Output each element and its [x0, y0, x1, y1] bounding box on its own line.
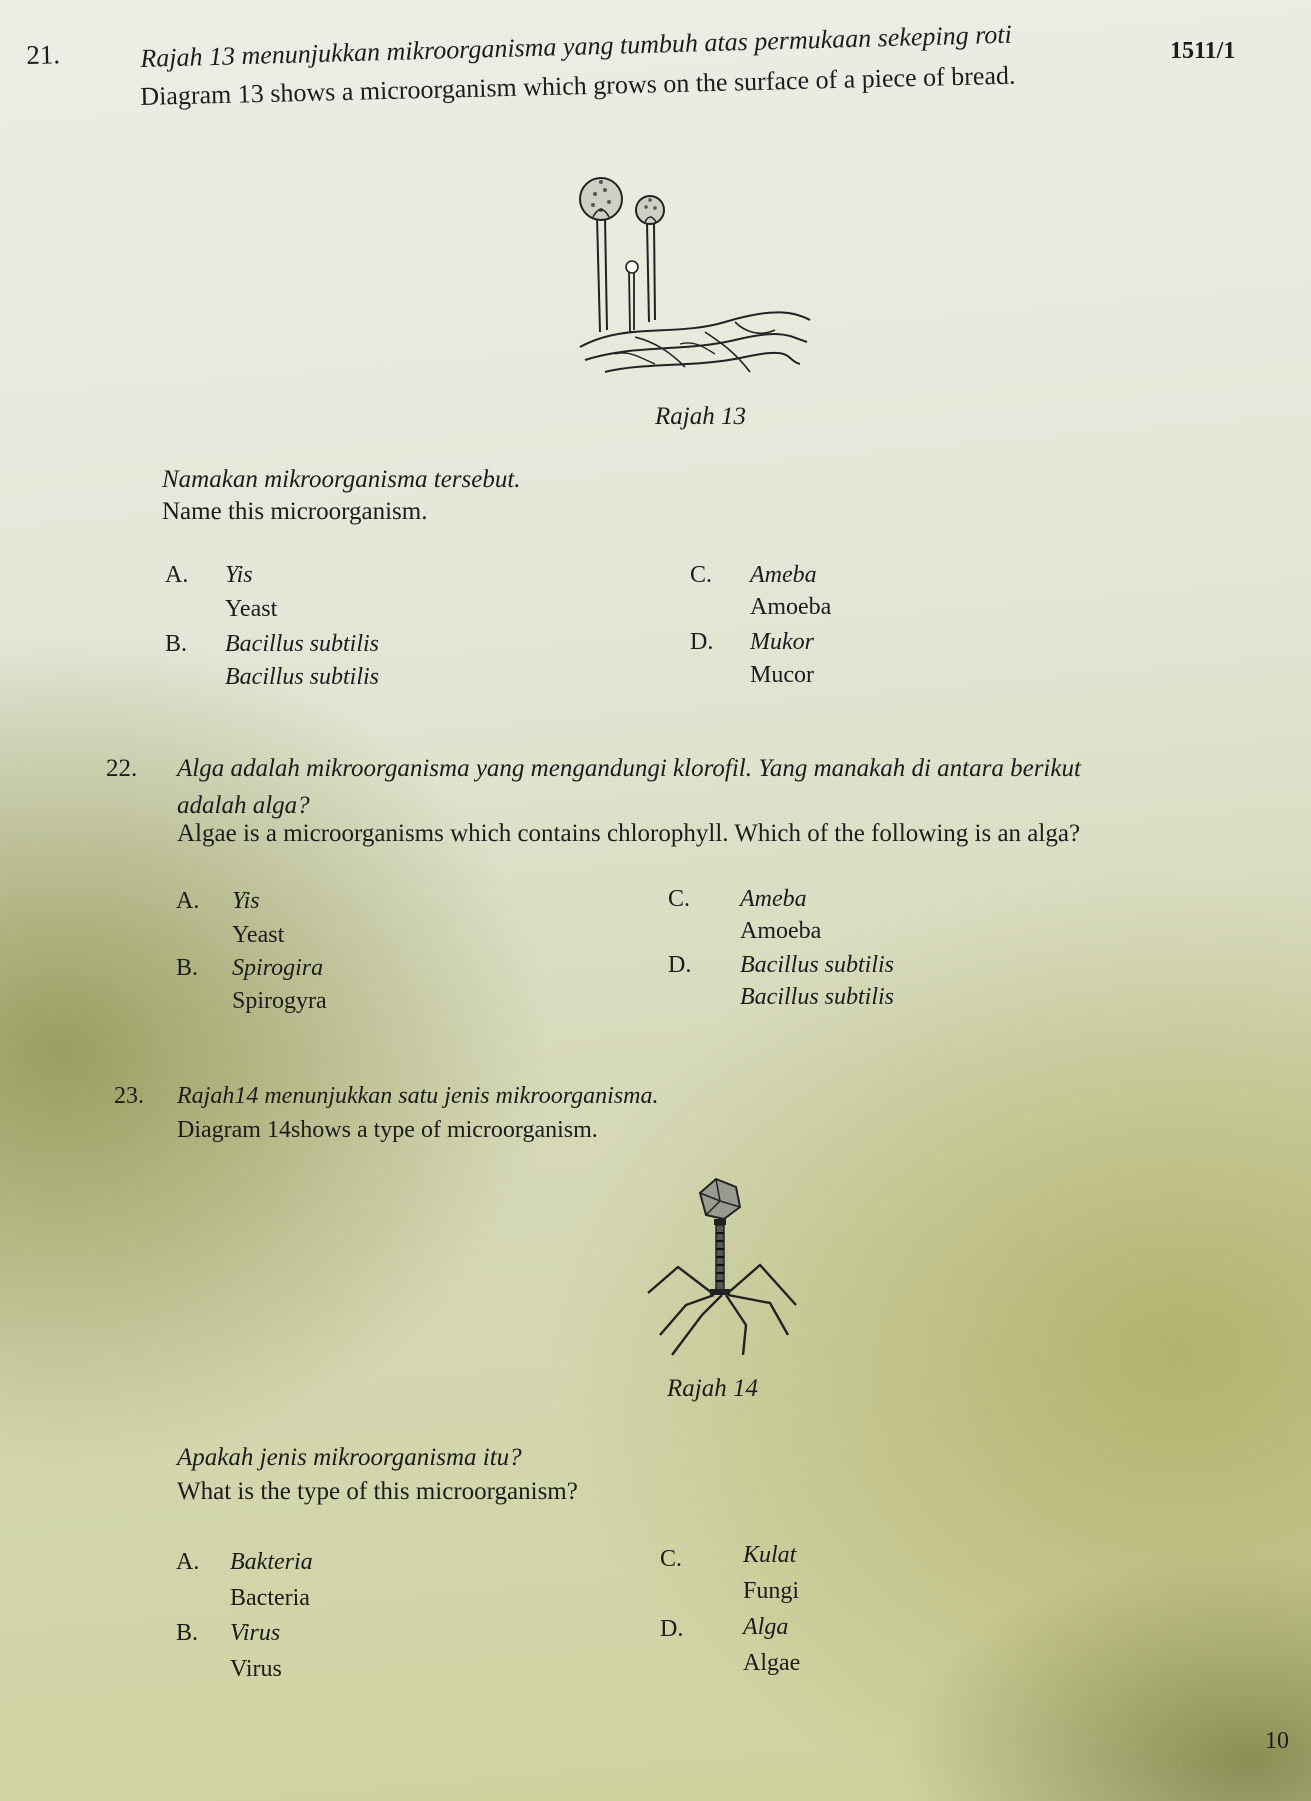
question-23-prompt-malay: Apakah jenis mikroorganisma itu? [177, 1444, 522, 1471]
q21-option-d-letter: D. [690, 629, 714, 655]
q23-option-d-malay: Alga [743, 1614, 789, 1640]
q21-option-a-malay: Yis [225, 562, 253, 588]
q23-option-b-english: Virus [230, 1656, 282, 1682]
figure-14-label: Rajah 14 [667, 1375, 758, 1402]
q22-option-b-letter: B. [176, 955, 199, 981]
q21-option-c-malay: Ameba [750, 562, 817, 588]
q23-option-a-malay: Bakteria [230, 1549, 313, 1575]
q21-option-d-english: Mucor [750, 662, 814, 688]
q22-option-a-malay: Yis [232, 888, 260, 914]
q22-option-b-english: Spirogyra [232, 988, 327, 1014]
q23-option-b-letter: B. [176, 1620, 199, 1646]
question-21-english: Diagram 13 shows a microorganism which grows on the surface of a piece of bread. [140, 60, 1016, 111]
bacteriophage-figure [630, 1175, 810, 1360]
question-22-malay-line1: Alga adalah mikroorganisma yang mengandungi klorofil. Yang manakah di antara berikut [177, 755, 1081, 782]
question-21-malay: Rajah 13 menunjukkan mikroorganisma yang tumbuh atas permukaan sekeping roti [140, 19, 1013, 73]
q22-option-d-letter: D. [668, 952, 692, 978]
paper-code: 1511/1 [1170, 38, 1236, 64]
q22-option-c-malay: Ameba [740, 886, 807, 912]
q23-option-a-letter: A. [176, 1549, 200, 1575]
q23-option-d-english: Algae [743, 1650, 801, 1676]
figure-13-label: Rajah 13 [655, 403, 746, 430]
q21-option-b-malay: Bacillus subtilis [225, 631, 380, 657]
question-22-number: 22. [106, 755, 138, 782]
q21-option-b-english: Bacillus subtilis [225, 664, 380, 690]
q21-option-d-malay: Mukor [750, 629, 814, 655]
q21-option-c-english: Amoeba [750, 594, 832, 620]
q23-option-d-letter: D. [660, 1616, 684, 1642]
q22-option-c-english: Amoeba [740, 918, 822, 944]
q21-option-a-english: Yeast [225, 596, 278, 622]
q21-option-a-letter: A. [165, 562, 189, 588]
page-number: 10 [1265, 1728, 1289, 1754]
q22-option-a-letter: A. [176, 888, 200, 914]
question-23-number: 23. [114, 1083, 144, 1109]
question-21-prompt-malay: Namakan mikroorganisma tersebut. [162, 466, 521, 493]
q22-option-b-malay: Spirogira [232, 955, 324, 981]
q23-option-c-english: Fungi [743, 1578, 800, 1604]
q23-option-b-malay: Virus [230, 1620, 281, 1646]
q22-option-d-english: Bacillus subtilis [740, 984, 895, 1010]
q23-option-c-letter: C. [660, 1546, 683, 1572]
q23-option-c-malay: Kulat [743, 1542, 797, 1568]
q23-option-a-english: Bacteria [230, 1585, 310, 1611]
mucor-mould-figure [575, 172, 815, 397]
q21-option-c-letter: C. [690, 562, 713, 588]
question-22-english: Algae is a microorganisms which contains chlorophyll. Which of the following is an alga? [177, 820, 1081, 847]
question-22-malay-line2: adalah alga? [177, 792, 310, 819]
q22-option-a-english: Yeast [232, 922, 285, 948]
question-23-malay: Rajah14 menunjukkan satu jenis mikroorganisma. [177, 1083, 659, 1109]
q22-option-c-letter: C. [668, 886, 691, 912]
q21-option-b-letter: B. [165, 631, 188, 657]
question-23-english: Diagram 14shows a type of microorganism. [177, 1117, 598, 1143]
question-21-number: 21. [26, 39, 61, 70]
q22-option-d-malay: Bacillus subtilis [740, 952, 895, 978]
question-21-prompt-english: Name this microorganism. [162, 498, 428, 525]
question-23-prompt-english: What is the type of this microorganism? [177, 1478, 578, 1505]
